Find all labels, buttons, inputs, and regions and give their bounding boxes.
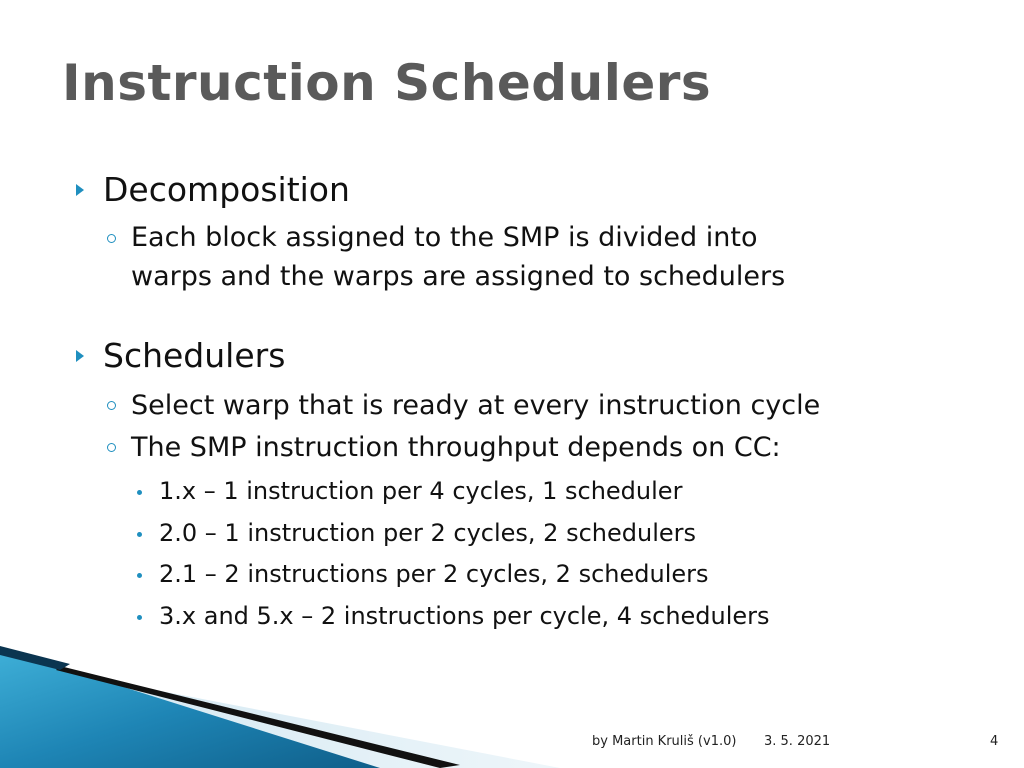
section-heading-schedulers: Schedulers [103, 336, 286, 375]
sub-bullet-text: 1.x – 1 instruction per 4 cycles, 1 scheduler [159, 477, 683, 505]
dot-bullet-icon [137, 490, 142, 495]
dot-bullet-icon [137, 573, 142, 578]
sub-bullet-text: 2.1 – 2 instructions per 2 cycles, 2 schedulers [159, 560, 709, 588]
footer-author: by Martin Kruliš (v1.0) [592, 734, 737, 749]
bullet-text: Each block assigned to the SMP is divided into [131, 222, 758, 253]
circle-bullet-icon [107, 443, 116, 452]
page-number: 4 [990, 734, 999, 749]
triangle-bullet-icon [76, 184, 84, 196]
circle-bullet-icon [107, 401, 116, 410]
footer-date: 3. 5. 2021 [764, 734, 831, 749]
triangle-bullet-icon [76, 350, 84, 362]
sub-bullet-text: 3.x and 5.x – 2 instructions per cycle, 4 schedulers [159, 602, 770, 630]
bullet-text: Select warp that is ready at every instruction cycle [131, 390, 821, 421]
section-heading-decomposition: Decomposition [103, 170, 350, 209]
bullet-text: The SMP instruction throughput depends on CC: [131, 432, 781, 463]
dot-bullet-icon [137, 532, 142, 537]
sub-bullet-text: 2.0 – 1 instruction per 2 cycles, 2 schedulers [159, 519, 696, 547]
corner-decoration [0, 600, 560, 768]
circle-bullet-icon [107, 234, 116, 243]
slide-title: Instruction Schedulers [62, 54, 712, 112]
bullet-text-continuation: warps and the warps are assigned to schedulers [131, 261, 786, 292]
